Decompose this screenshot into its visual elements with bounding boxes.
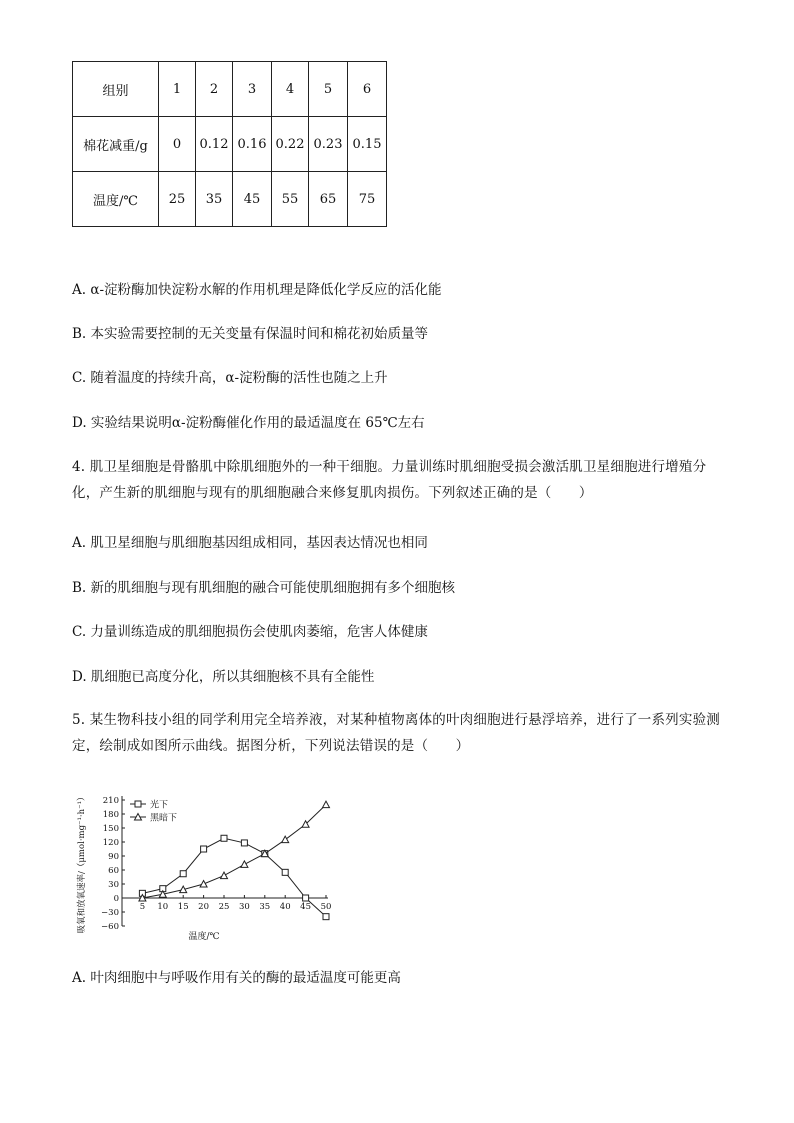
series-line: [139, 838, 326, 916]
data-point: [323, 801, 330, 808]
y-tick-label: 60: [108, 866, 119, 876]
q4-option-d: D. 肌细胞已高度分化，所以其细胞核不具有全能性: [72, 669, 375, 685]
table-cell: 75: [348, 172, 387, 227]
table-cell: 0.16: [233, 117, 272, 172]
temperature-oxygen-chart: [70, 790, 340, 940]
x-tick-label: 5: [139, 902, 146, 912]
data-point: [221, 872, 228, 879]
table-cell: 65: [309, 172, 348, 227]
x-tick-label: 40: [279, 902, 291, 912]
x-tick-label: 45: [300, 902, 312, 912]
table-cell: 0.12: [196, 117, 233, 172]
table-cell: 4: [272, 62, 309, 117]
y-tick-label: −60: [101, 922, 119, 932]
q3-option-d: D. 实验结果说明α-淀粉酶催化作用的最适温度在 65℃左右: [72, 415, 425, 431]
x-tick-label: 25: [218, 902, 230, 912]
y-tick-label: 210: [102, 796, 119, 806]
row-header: 组别: [73, 62, 159, 117]
data-point: [241, 861, 248, 868]
data-point: [201, 846, 207, 852]
x-tick-label: 50: [320, 902, 332, 912]
y-tick-label: 150: [102, 824, 119, 834]
table-cell: 35: [196, 172, 233, 227]
q4-option-c: C. 力量训练造成的肌细胞损伤会使肌肉萎缩，危害人体健康: [72, 624, 428, 640]
y-tick-label: 90: [108, 852, 119, 862]
q5-stem: 5. 某生物科技小组的同学利用完全培养液，对某种植物离体的叶肉细胞进行悬浮培养，进行了一系列实验测定，绘制成如图所示曲线。据图分析，下列说法错误的是（ ）: [72, 712, 720, 754]
table-cell: 3: [233, 62, 272, 117]
y-tick-label: 0: [113, 894, 119, 904]
table-row: [73, 62, 387, 117]
table-row: [73, 172, 387, 227]
x-tick-label: 20: [198, 902, 210, 912]
legend-label: 光下: [150, 800, 169, 811]
table-row: [73, 117, 387, 172]
data-point: [221, 835, 227, 841]
q5-option-a: A. 叶肉细胞中与呼吸作用有关的酶的最适温度可能更高: [72, 970, 401, 986]
q3-option-c: C. 随着温度的持续升高，α-淀粉酶的活性也随之上升: [72, 370, 388, 386]
data-point: [241, 840, 247, 846]
row-header: 温度/℃: [73, 172, 159, 227]
data-point: [303, 895, 309, 901]
data-point: [282, 836, 289, 843]
y-axis-label: 吸氧和放氧速率/（μmol·mg⁻¹·h⁻¹）: [77, 792, 87, 934]
x-tick-label: 35: [259, 902, 271, 912]
y-tick-label: 30: [108, 880, 119, 890]
table-cell: 1: [159, 62, 196, 117]
q4-stem: 4. 肌卫星细胞是骨骼肌中除肌细胞外的一种干细胞。力量训练时肌细胞受损会激活肌卫星细胞进行增殖分化，产生新的肌细胞与现有的肌细胞融合来修复肌肉损伤。下列叙述正确的是（ ）: [72, 459, 707, 501]
q4-option-b: B. 新的肌细胞与现有肌细胞的融合可能使肌细胞拥有多个细胞核: [72, 580, 456, 596]
data-point: [323, 914, 329, 920]
table-cell: 6: [348, 62, 387, 117]
q3-option-b: B. 本实验需要控制的无关变量有保温时间和棉花初始质量等: [72, 326, 429, 342]
data-point: [180, 871, 186, 877]
table-cell: 45: [233, 172, 272, 227]
table-cell: 55: [272, 172, 309, 227]
data-table: [72, 61, 387, 227]
q3-option-a: A. α-淀粉酶加快淀粉水解的作用机理是降低化学反应的活化能: [72, 282, 442, 298]
legend-label: 黑暗下: [150, 813, 178, 824]
table-cell: 0.22: [272, 117, 309, 172]
data-point: [282, 869, 288, 875]
y-tick-label: 180: [102, 810, 119, 820]
q4-option-a: A. 肌卫星细胞与肌细胞基因组成相同，基因表达情况也相同: [72, 535, 428, 551]
row-header: 棉花减重/g: [73, 117, 159, 172]
table-cell: 5: [309, 62, 348, 117]
table-cell: 0: [159, 117, 196, 172]
data-point: [200, 881, 207, 888]
legend-marker: [135, 801, 141, 807]
x-tick-label: 15: [177, 902, 189, 912]
table-cell: 0.15: [348, 117, 387, 172]
x-tick-label: 10: [157, 902, 169, 912]
x-axis-label: 温度/℃: [188, 932, 220, 940]
x-tick-label: 30: [238, 902, 250, 912]
table-cell: 0.23: [309, 117, 348, 172]
y-tick-label: −30: [101, 908, 119, 918]
table-cell: 2: [196, 62, 233, 117]
y-tick-label: 120: [102, 838, 119, 848]
table-cell: 25: [159, 172, 196, 227]
